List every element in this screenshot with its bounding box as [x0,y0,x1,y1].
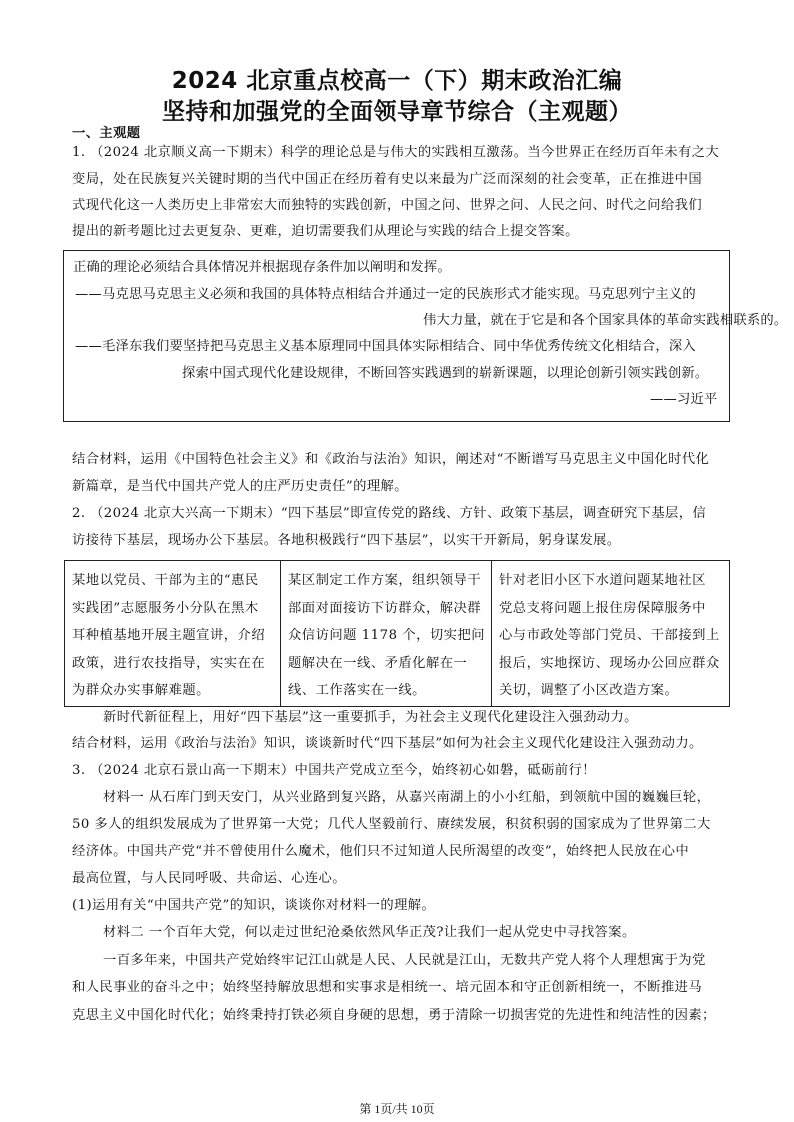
q1-ask: 结合材料，运用《中国特色社会主义》和《政治与法治》知识，阐述对“不断谱写马克思主义中国化时代化 [72,452,710,467]
table-cell: 某区制定工作方案，组织领导干 部面对面接访下访群众，解决群 众信访问题 1178 个，切实把问 题解决在一线、矛盾化解在一 线、工作落实在一线。 [281,561,492,707]
quote-line: 探索中国式现代化建设规律，不断回答实践遇到的崭新课题，以理论创新引领实践创新。 [182,366,709,381]
q3-material1: 经济体。中国共产党“并不曾使用什么魔术，他们只不过知道人民所渴望的改变”，始终把人民放在心中 [72,844,690,859]
quote-box [63,250,788,422]
q3-material2-text: 克思主义中国化时代化；始终秉持打铁必须自身硬的思想，勇于清除一切损害党的先进性和纯洁性的因素； [72,1008,716,1023]
quote-line: ——马克思马克思主义必须和我国的具体特点相结合并通过一定的民族形式才能实现。马克思列宁主义的 [75,287,696,302]
page-subtitle: 坚持和加强党的全面领导章节综合（主观题） [162,99,632,125]
q2-line: 2. （2024 北京大兴高一下期末）“四下基层”即宣传党的路线、方针、政策下基层，调查研究下基层，信 [72,506,707,521]
table-cell: 针对老旧小区下水道问题某地社区 党总支将问题上报住房保障服务中 心与市政处等部门党员、干部接到上 报后，实地探访、现场办公回应群众 关切，调整了小区改造方案。 [492,561,730,707]
quote-attribution: ——习近平 [650,392,718,407]
q3-material2-text: 一百多年来，中国共产党始终牢记江山就是人民、人民就是江山，无数共产党人将个人理想寓于为党 [103,953,706,968]
q3-material1: 50 多人的组织发展成为了世界第一大党；几代人坚毅前行、赓续发展，积贫积弱的国家成为了世界第二大 [72,817,711,832]
quote-line: 正确的理论必须结合具体情况并根据现存条件加以阐明和发挥。 [73,260,451,275]
q1-line: 变局，处在民族复兴关键时期的当代中国正在经历着有史以来最为广泛而深刻的社会变革，正在推进中国 [72,172,703,187]
page-footer: 第 1页/共 10页 [359,1102,435,1116]
section-heading: 一、主观题 [72,126,141,141]
q1-line: 1. （2024 北京顺义高一下期末）科学的理论总是与伟大的实践相互激荡。当今世界正在经历百年未有之大 [72,145,720,160]
q3-material1: 材料一 从石库门到天安门，从兴业路到复兴路，从嘉兴南湖上的小小红船，到领航中国的巍巍巨轮， [103,790,711,805]
q1-line: 提出的新考题比过去更复杂、更难，迫切需要我们从理论与实践的结合上提交答案。 [72,224,579,239]
table-row [65,561,730,707]
material-table [64,560,730,707]
q2-ask: 结合材料，运用《政治与法治》知识，谈谈新时代“四下基层”如何为社会主义现代化建设注入强劲动力。 [72,736,703,751]
quote-line: ——毛泽东我们要坚持把马克思主义基本原理同中国具体实际相结合、同中华优秀传统文化相结合，深入 [75,339,696,354]
q3-material2-text: 和人民事业的奋斗之中；始终坚持解放思想和实事求是相统一、培元固本和守正创新相统一，不断推进马 [72,980,703,995]
q2-line: 访接待下基层，现场办公下基层。各地积极践行“四下基层”，以实干开新局，躬身谋发展。 [72,533,621,548]
q3-material1: 最高位置，与人民同呼吸、共命运、心连心。 [72,871,346,886]
q1-line: 式现代化这一人类历史上非常宏大而独特的实践创新，中国之问、世界之问、人民之问、时代之问给我们 [72,198,703,213]
q1-ask: 新篇章，是当代中国共产党人的庄严历史责任”的理解。 [72,479,408,494]
page-title: 2024 北京重点校高一（下）期末政治汇编 [171,68,623,94]
quote-line: 伟大力量，就在于它是和各个国家具体的革命实践相联系的。 [423,313,788,328]
q3-head: 3. （2024 北京石景山高一下期末）中国共产党成立至今，始终初心如磐，砥砺前行！ [72,763,596,778]
table-cell: 某地以党员、干部为主的“惠民 实践团”志愿服务小分队在黑木 耳种植基地开展主题宣讲，介绍 政策，进行农技指导，实实在在 为群众办实事解难题。 [65,561,281,707]
q2-after: 新时代新征程上，用好“四下基层”这一重要抓手，为社会主义现代化建设注入强劲动力。 [103,710,638,725]
q3-ask1: (1)运用有关“中国共产党”的知识，谈谈你对材料一的理解。 [72,898,436,913]
q3-material2: 材料二 一个百年大党，何以走过世纪沧桑依然风华正茂?让我们一起从党史中寻找答案。 [103,925,636,940]
